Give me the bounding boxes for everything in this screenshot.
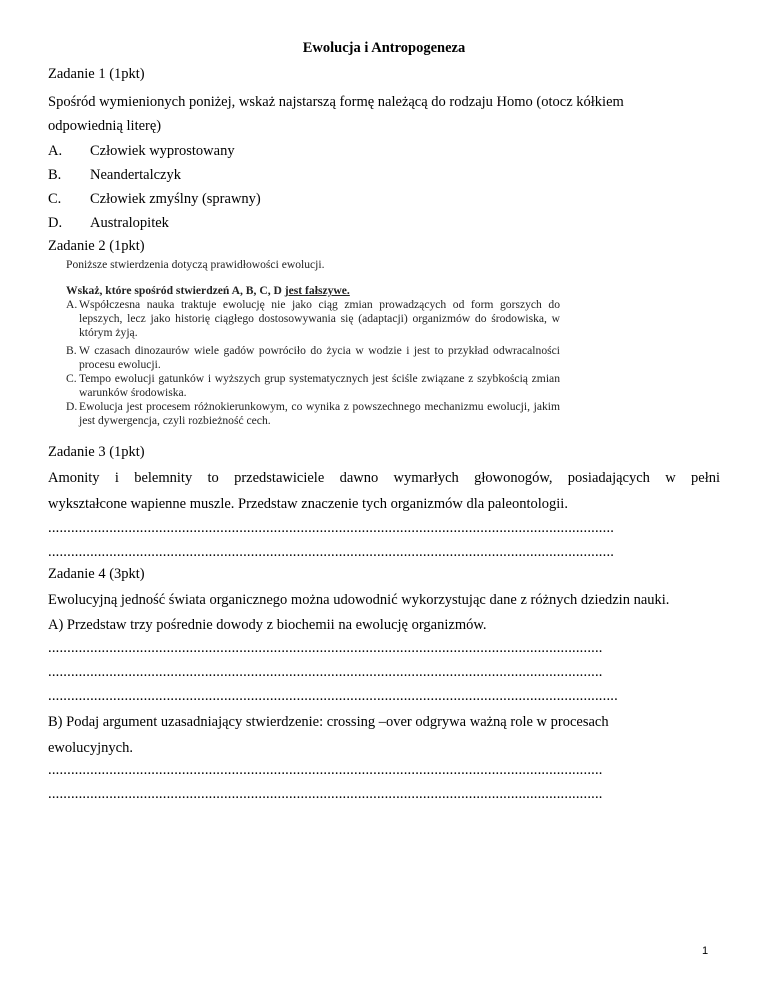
task4-part-b-line1: B) Podaj argument uzasadniający stwierdzenie: crossing –over odgrywa ważną role w procesach bbox=[48, 714, 609, 730]
task1-option-d-letter[interactable]: D. bbox=[48, 215, 63, 231]
task2-item-a-label: A. bbox=[66, 298, 78, 311]
task2-item-a[interactable] bbox=[66, 298, 560, 339]
task1-heading: Zadanie 1 (1pkt) bbox=[48, 66, 145, 82]
page-number: 1 bbox=[702, 945, 709, 957]
task3-heading: Zadanie 3 (1pkt) bbox=[48, 444, 145, 460]
task4-intro: Ewolucyjną jedność świata organicznego można udowodnić wykorzystując dane z różnych dziedzin nauki. bbox=[48, 592, 670, 608]
task2-item-b-label: B. bbox=[66, 344, 77, 357]
task1-option-c-text: Człowiek zmyślny (sprawny) bbox=[90, 191, 261, 207]
task2-item-d-label: D. bbox=[66, 400, 78, 413]
task4-part-b-answer-1[interactable]: ................................................................................................................................................. bbox=[48, 762, 603, 778]
task2-item-c-label: C. bbox=[66, 372, 77, 385]
task4-part-a: A) Przedstaw trzy pośrednie dowody z biochemii na ewolucję organizmów. bbox=[48, 617, 487, 633]
task1-option-c-letter[interactable]: C. bbox=[48, 191, 62, 207]
task3-line1: Amonity i belemnity to przedstawiciele dawno wymarłych głowonogów, posiadających w pełni bbox=[48, 470, 720, 486]
task2-heading: Zadanie 2 (1pkt) bbox=[48, 238, 145, 254]
task2-item-c-text: Tempo ewolucji gatunków i wyższych grup systematycznych jest ściśle związane z szybkością zmian warunków środowiska. bbox=[79, 372, 560, 399]
document-title: Ewolucja i Antropogeneza bbox=[302, 40, 466, 56]
task2-question-prefix: Wskaż, które spośród stwierdzeń A, B, C, D bbox=[66, 284, 285, 297]
task3-line2: wykształcone wapienne muszle. Przedstaw znaczenie tych organizmów dla paleontologii. bbox=[48, 496, 568, 512]
task1-question-line2: odpowiednią literę) bbox=[48, 118, 162, 134]
task2-item-d[interactable] bbox=[66, 400, 560, 428]
task4-part-a-answer-1[interactable]: ................................................................................................................................................. bbox=[48, 640, 603, 656]
task2-intro: Poniższe stwierdzenia dotyczą prawidłowości ewolucji. bbox=[66, 258, 325, 271]
task4-part-b-line2: ewolucyjnych. bbox=[48, 740, 133, 756]
task2-item-c[interactable] bbox=[66, 372, 560, 400]
task1-option-b-text: Neandertalczyk bbox=[90, 167, 181, 183]
task4-part-a-answer-3[interactable]: ..................................................................................................................................................... bbox=[48, 688, 618, 704]
task4-part-a-answer-2[interactable]: ................................................................................................................................................. bbox=[48, 664, 603, 680]
task1-option-d-text: Australopitek bbox=[90, 215, 169, 231]
task1-option-a-text: Człowiek wyprostowany bbox=[90, 143, 235, 159]
task2-question bbox=[66, 284, 350, 297]
task4-part-b-answer-2[interactable]: ................................................................................................................................................. bbox=[48, 786, 603, 802]
task4-heading: Zadanie 4 (3pkt) bbox=[48, 566, 145, 582]
task2-question-underlined: jest fałszywe. bbox=[284, 284, 350, 297]
task2-item-b-text: W czasach dinozaurów wiele gadów powróciło do życia w wodzie i jest to przykład odwracalności procesu ewolucji. bbox=[79, 344, 560, 371]
task2-item-a-text: Współczesna nauka traktuje ewolucję nie jako ciąg zmian prowadzących od form gorszych do lepszych, lecz jako historię ciągłego dostosowywania się (adaptacji) organizmów do środowiska, w którym żyją. bbox=[79, 298, 560, 339]
task1-question-line1: Spośród wymienionych poniżej, wskaż najstarszą formę należącą do rodzaju Homo (otocz kółkiem bbox=[48, 94, 624, 110]
task3-answer-line1[interactable]: .................................................................................................................................................... bbox=[48, 520, 615, 536]
task3-answer-line2[interactable]: .................................................................................................................................................... bbox=[48, 544, 615, 560]
task2-item-d-text: Ewolucja jest procesem różnokierunkowym, co wynika z powszechnego mechanizmu ewolucji, jakim jest dywergencja, czyli rozbieżność cech. bbox=[79, 400, 560, 427]
task1-option-b-letter[interactable]: B. bbox=[48, 167, 62, 183]
task2-item-b[interactable] bbox=[66, 344, 560, 372]
task1-option-a-letter[interactable]: A. bbox=[48, 143, 63, 159]
